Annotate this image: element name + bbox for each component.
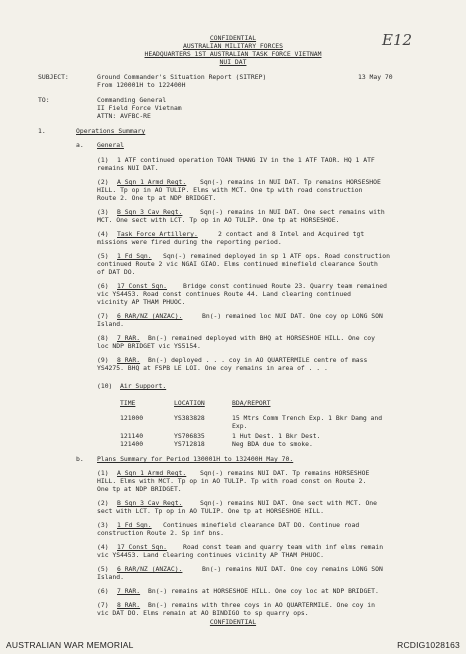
plans-item-unit: A Sqn 1 Armd Regt. (117, 469, 187, 477)
plans-item-text: Bn(-) remains at HORSESHOE HILL. One coy loc at NDP BRIDGET. (148, 587, 379, 595)
general-item-unit: 7 RAR. (117, 334, 141, 342)
plans-item-text: Bn(-) remains with three coys in AO QUARTERMILE. One coy in (148, 601, 376, 609)
general-item-text: Bridge const continued Route 23. Quarry team remained (183, 282, 387, 290)
air-row-report: 15 Mtrs Comm Trench Exp. 1 Bkr Damg and (232, 414, 383, 422)
air-header-report: BDA/REPORT (232, 399, 271, 407)
plans-item-unit: B Sqn 3 Cav Regt. (117, 499, 183, 507)
plans-item-num: (6) (97, 587, 109, 595)
to-line-1: Commanding General (97, 96, 167, 104)
general-item-cont: HILL. Tp op in AO TULIP. Elms with MCT. One tp with road construction (97, 186, 363, 194)
air-row-location: YS712818 (174, 440, 205, 448)
plans-item-text: Continues minefield clearance DAT DO. Continue road (163, 521, 360, 529)
to-line-2: II Field Force Vietnam (97, 104, 182, 112)
general-item-num: (4) (97, 230, 109, 238)
general-item-num: (8) (97, 334, 109, 342)
general-item-cont: remains NUI DAT. (97, 164, 159, 172)
plans-item-num: (1) (97, 469, 109, 477)
general-item-num: (2) (97, 178, 109, 186)
general-item-cont: continued Route 2 vic NGAI GIAO. Elms continued minefield clearance South (97, 260, 378, 268)
plans-item-num: (2) (97, 499, 109, 507)
plans-item-cont: sect with LCT. Tp op in AO TULIP. One tp at HORSESHOE HILL. (97, 507, 325, 515)
general-item-cont: Route 2. One tp at NDP BRIDGET. (97, 194, 217, 202)
plans-item-cont: Island. (97, 573, 124, 581)
plans-item-cont: One tp at NDP BRIDGET. (97, 485, 182, 493)
general-item-unit: 17 Const Sqn. (117, 282, 168, 290)
subject-line-2: From 120001H to 122400H (97, 81, 186, 89)
general-item-cont: Island. (97, 320, 124, 328)
plans-item-text: Bn(-) remains NUI DAT. One coy remains LONG SON (202, 565, 383, 573)
plans-item-num: (3) (97, 521, 109, 529)
org-line-1: AUSTRALIAN MILITARY FORCES (182, 42, 284, 50)
general-item-num: (9) (97, 356, 109, 364)
general-item-text: Sqn(-) remains in NUI DAT. One sect remains with (200, 208, 385, 216)
air-row-time: 121400 (120, 440, 144, 448)
general-item-cont: of DAT DO. (97, 268, 136, 276)
subsection-b-title: Plans Summary for Period 130001H to 132400H May 70. (97, 455, 294, 463)
plans-item-cont: construction Route 2. Sp inf bns. (97, 529, 224, 537)
general-item-cont: MCT. One sect with LCT. Tp op in AO TULIP. One tp at HORSESHOE. (97, 216, 340, 224)
plans-item-text: Road const team and quarry team with inf elms remain (183, 543, 384, 551)
general-item-text: Sqn(-) remains in NUI DAT. Tp remains HORSESHOE (200, 178, 381, 186)
air-row-report-cont: Exp. (232, 422, 248, 430)
plans-item-unit: 6 RAR/NZ (ANZAC). (117, 565, 183, 573)
general-item-cont: vicinity AP THAM PHUOC. (97, 298, 186, 306)
general-item-num: (1) (97, 156, 109, 164)
general-item-text: Bn(-) remained deployed with BHQ at HORSESHOE HILL. One coy (148, 334, 376, 342)
general-item-cont: missions were fired during the reporting period. (97, 238, 282, 246)
general-item-cont: YS4275. BHQ at FSPB LE LOI. One coy remains in area of . . . (97, 364, 328, 372)
plans-item-unit: 8 RAR. (117, 601, 141, 609)
air-row-location: YS706835 (174, 432, 205, 440)
plans-item-cont: vic YS4453. Land clearing continues vicinity AP THAM PHUOC. (97, 551, 325, 559)
plans-item-cont: vic DAT DO. Elms remain at AO BINDIGO to sp quarry ops. (97, 609, 309, 617)
air-row-time: 121000 (120, 414, 144, 422)
subsection-b-letter: b. (76, 455, 84, 463)
section-title: Operations Summary (76, 127, 146, 135)
general-item-text: Sqn(-) remained deployed in sp 1 ATF ops. Road construction (163, 252, 391, 260)
general-item-num: (5) (97, 252, 109, 260)
to-line-3: ATTN: AVFBC-RE (97, 112, 151, 120)
classification-bottom: CONFIDENTIAL (209, 618, 257, 626)
location-line: NUI DAT (219, 58, 247, 66)
plans-item-num: (4) (97, 543, 109, 551)
subsection-a-letter: a. (76, 141, 84, 149)
air-header-location: LOCATION (174, 399, 205, 407)
air-row-report: 1 Hut Dest. 1 Bkr Dest. (232, 432, 321, 440)
plans-item-text: Sqn(-) remains NUI DAT. Tp remains HORSESHOE (200, 469, 370, 477)
classification-top: CONFIDENTIAL (209, 34, 257, 42)
air-row-report: Neg BDA due to smoke. (232, 440, 313, 448)
org-line-2: HEADQUARTERS 1ST AUSTRALIAN TASK FORCE VIETNAM (144, 50, 322, 58)
plans-item-unit: 1 Fd Sqn. (117, 521, 152, 529)
subject-label: SUBJECT: (38, 73, 69, 81)
plans-item-unit: 7 RAR. (117, 587, 141, 595)
air-support-num: (10) (97, 382, 113, 390)
air-row-time: 121140 (120, 432, 144, 440)
general-item-num: (7) (97, 312, 109, 320)
general-item-unit: B Sqn 3 Cav Regt. (117, 208, 183, 216)
subsection-a-title: General (97, 141, 124, 149)
general-item-text: Bn(-) remained loc NUI DAT. One coy op LONG SON (202, 312, 383, 320)
section-number: 1. (38, 127, 46, 135)
plans-item-num: (5) (97, 565, 109, 573)
general-item-cont: vic YS4453. Road const continues Route 44. Land clearing continued (97, 290, 351, 298)
general-item-text: 1 ATF continued operation TOAN THANG IV in the 1 ATF TAOR. HQ 1 ATF (117, 156, 375, 164)
general-item-unit: Task Force Artillery. (117, 230, 198, 238)
air-row-location: YS383828 (174, 414, 205, 422)
plans-item-text: Sqn(-) remains NUI DAT. One sect with MCT. One (200, 499, 377, 507)
general-item-text: Bn(-) deployed . . . coy in AO QUARTERMILE centre of mass (148, 356, 368, 364)
document-date: 13 May 70 (358, 73, 393, 81)
plans-item-unit: 17 Const Sqn. (117, 543, 168, 551)
general-item-num: (6) (97, 282, 109, 290)
footer-record-id: RCDIG1028163 (397, 640, 460, 650)
air-header-time: TIME (120, 399, 136, 407)
general-item-unit: 6 RAR/NZ (ANZAC). (117, 312, 183, 320)
handwritten-reference: E12 (382, 31, 413, 49)
general-item-unit: 8 RAR. (117, 356, 141, 364)
general-item-unit: 1 Fd Sqn. (117, 252, 152, 260)
to-label: TO: (38, 96, 50, 104)
general-item-text: 2 contact and 8 Intel and Acquired tgt (218, 230, 365, 238)
general-item-num: (3) (97, 208, 109, 216)
subject-line-1: Ground Commander's Situation Report (SITREP) (97, 73, 267, 81)
air-support-title: Air Support. (120, 382, 167, 390)
general-item-unit: A Sqn 1 Armd Regt. (117, 178, 187, 186)
general-item-cont: loc NDP BRIDGET vic YS5154. (97, 342, 201, 350)
plans-item-num: (7) (97, 601, 109, 609)
plans-item-cont: HILL. Elms with MCT. Tp op in AO TULIP. Tp with road const on Route 2. (97, 477, 367, 485)
footer-archive-name: AUSTRALIAN WAR MEMORIAL (6, 640, 134, 650)
